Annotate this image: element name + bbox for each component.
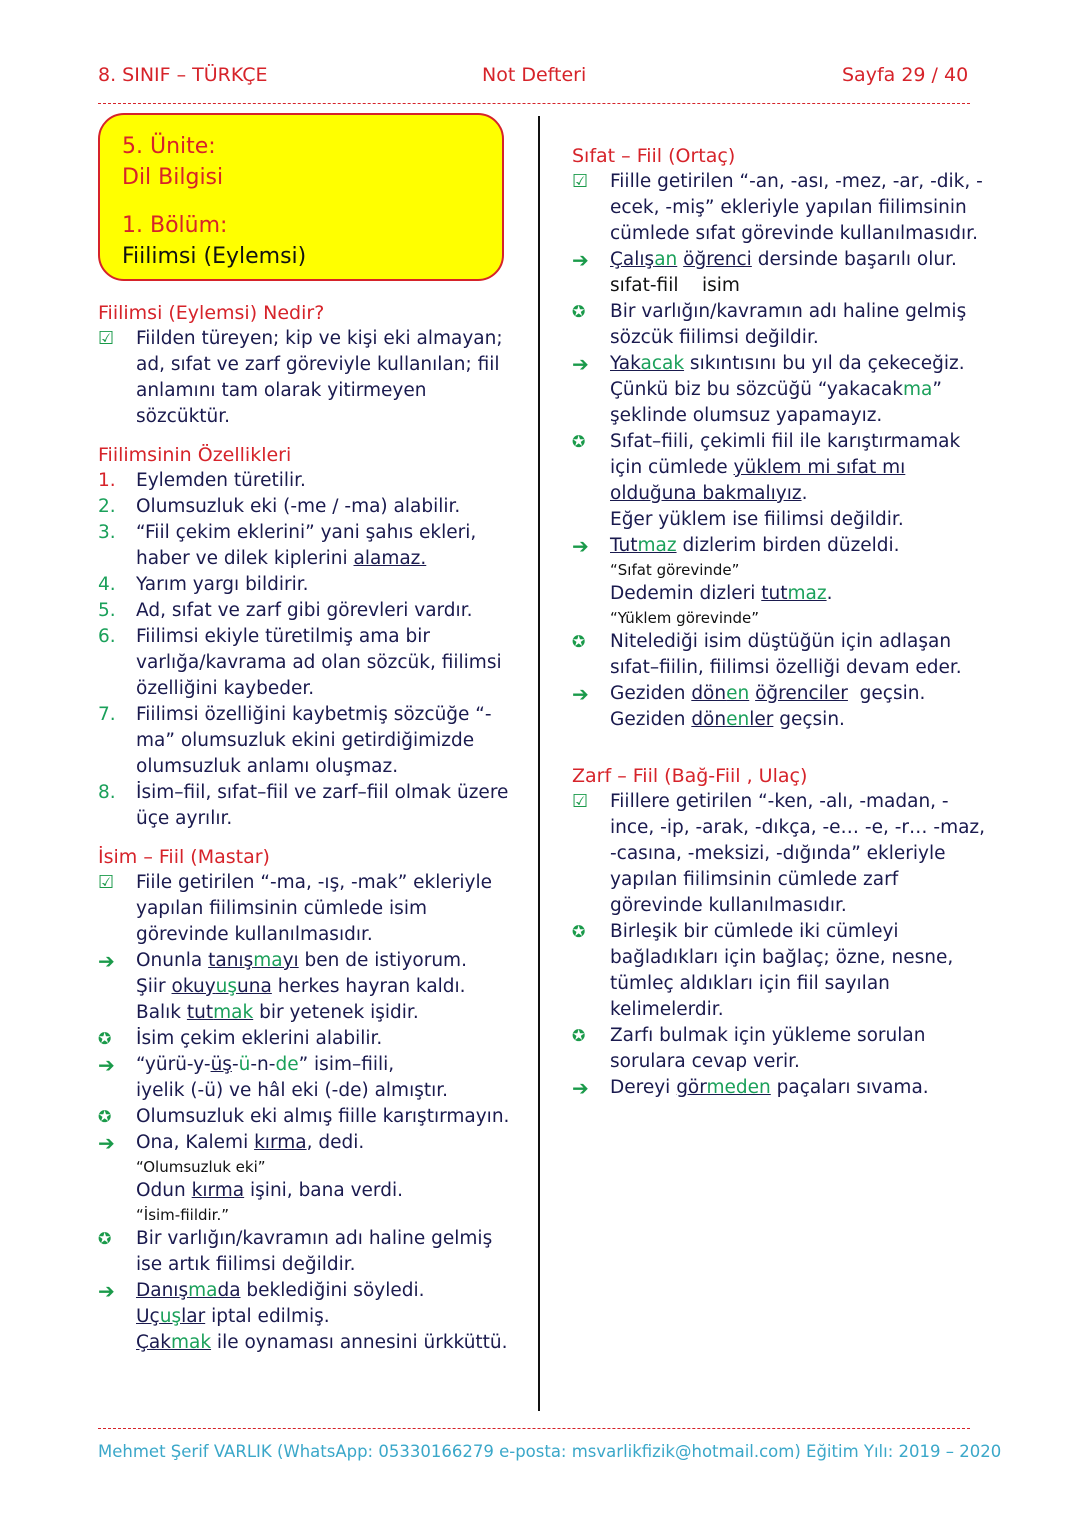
section-title-zarf-fiil: Zarf – Fiil (Bağ-Fiil , Ulaç) [572, 765, 808, 787]
note-item: ✪ Birleşik bir cümlede iki cümleyi bağladıkları için bağlaç; özne, nesne, tümleç aldıkları için fiil sayılan kelimelerdir. [572, 919, 992, 1023]
list-item: 3. “Fiil çekim eklerini” yani şahıs ekleri, haber ve dilek kiplerini alamaz. [98, 522, 477, 569]
note-item: ✪ İsim çekim eklerini alabilir. [98, 1026, 523, 1052]
section-title-features: Fiilimsinin Özellikleri [98, 444, 292, 466]
section-title-sifat-fiil: Sıfat – Fiil (Ortaç) [572, 145, 736, 167]
right-column [572, 143, 992, 1101]
section-title-isim-fiil: İsim – Fiil (Mastar) [98, 846, 270, 868]
note-item: ✪ Nitelediği isim düştüğün için adlaşan sıfat–fiilin, fiilimsi özelliği devam eder. [572, 629, 992, 681]
definition-item: ☑ Fiilden türeyen; kip ve kişi eki almayan; ad, sıfat ve zarf göreviyle kullanılan; fiil anlamını tam olarak yitirmeyen sözcüktür. [98, 326, 523, 430]
header-center: Not Defteri [482, 64, 587, 86]
note-item: ✪ Zarfı bulmak için yükleme sorulan sorulara cevap verir. [572, 1023, 992, 1075]
footer-credit: Mehmet Şerif VARLIK (WhatsApp: 05330166279 e-posta: msvarlikfizik@hotmail.com) Eğitim Yılı: 2019 – 2020 [98, 1442, 1002, 1461]
star-circle-icon: ✪ [98, 1229, 112, 1248]
unit-number: 5. Ünite: [122, 134, 216, 159]
chapter-number: 1. Bölüm: [122, 213, 228, 238]
right-arrow-icon: ➔ [98, 1131, 115, 1155]
right-arrow-icon: ➔ [572, 248, 589, 272]
example-item: ➔ “yürü-y-üş-ü-n-de” isim–fiili, iyelik (-ü) ve hâl eki (-de) almıştır. [98, 1052, 523, 1104]
star-circle-icon: ✪ [572, 1026, 586, 1045]
star-circle-icon: ✪ [572, 432, 586, 451]
chapter-name: Fiilimsi (Eylemsi) [122, 244, 307, 269]
list-item: 7. Fiilimsi özelliğini kaybetmiş sözcüğe “-ma” olumsuzluk ekini getirdiğimizde olumsuzluk anlamı oluşmaz. [98, 704, 492, 777]
list-item: 1. Eylemden türetilir. [98, 470, 306, 491]
example-item: ➔ Onunla tanışmayı ben de istiyorum. Şiir okuyuşuna herkes hayran kaldı. Balık tutmak bir yetenek işidir. [98, 948, 523, 1026]
left-column [98, 300, 523, 1356]
example-item: ➔ Geziden dönen öğrenciler geçsin. Geziden dönenler geçsin. [572, 681, 992, 733]
header-left: 8. SINIF – TÜRKÇE [98, 64, 268, 86]
list-item: 6. Fiilimsi ekiyle türetilmiş ama bir varlığa/kavrama ad olan sözcük, fiilimsi özelliğini kaybeder. [98, 626, 502, 699]
unit-name: Dil Bilgisi [122, 165, 224, 190]
star-circle-icon: ✪ [98, 1029, 112, 1048]
definition-item: ☑ Fiille getirilen “-an, -ası, -mez, -ar, -dik, -ecek, -miş” ekleriyle yapılan fiilimsinin cümlede sıfat görevinde kullanılmasıdır. [572, 169, 992, 247]
column-separator [538, 116, 540, 1411]
right-arrow-icon: ➔ [98, 1053, 115, 1077]
check-box-icon: ☑ [98, 872, 115, 893]
star-circle-icon: ✪ [98, 1107, 112, 1126]
check-box-icon: ☑ [98, 328, 115, 349]
example-item: ➔ Çalışan öğrenci dersinde başarılı olur. sıfat-fiil isim [572, 247, 992, 299]
check-box-icon: ☑ [572, 791, 589, 812]
header-divider [98, 103, 970, 104]
note-item: ✪ Sıfat–fiili, çekimli fiil ile karıştırmamak için cümlede yüklem mi sıfat mı olduğuna bakmalıyız. Eğer yüklem ise fiilimsi değildir. [572, 429, 992, 533]
star-circle-icon: ✪ [572, 302, 586, 321]
definition-item: ☑ Fiile getirilen “-ma, -ış, -mak” ekleriyle yapılan fiilimsinin cümlede isim görevinde kullanılmasıdır. [98, 870, 523, 948]
header-page-number: Sayfa 29 / 40 [842, 64, 969, 86]
right-arrow-icon: ➔ [572, 682, 589, 706]
footer-divider [98, 1428, 970, 1429]
right-arrow-icon: ➔ [572, 534, 589, 558]
note-item: ✪ Bir varlığın/kavramın adı haline gelmiş ise artık fiilimsi değildir. [98, 1226, 523, 1278]
check-box-icon: ☑ [572, 171, 589, 192]
right-arrow-icon: ➔ [98, 949, 115, 973]
unit-title-box [98, 113, 504, 281]
list-item: 4. Yarım yargı bildirir. [98, 574, 309, 595]
section-title-what-is: Fiilimsi (Eylemsi) Nedir? [98, 302, 325, 324]
example-item: ➔ Tutmaz dizlerim birden düzeldi. “Sıfat görevinde” Dedemin dizleri tutmaz. “Yüklem görevinde” [572, 534, 900, 627]
example-item: ➔ Yakacak sıkıntısını bu yıl da çekeceğiz. Çünkü biz bu sözcüğü “yakacakma” şeklinde olumsuz yapamayız. [572, 351, 992, 429]
right-arrow-icon: ➔ [572, 1076, 589, 1100]
example-item: ➔ Ona, Kalemi kırma, dedi. “Olumsuzluk eki” Odun kırma işini, bana verdi. “İsim-fiildir.” [98, 1131, 403, 1224]
star-circle-icon: ✪ [572, 922, 586, 941]
note-item: ✪ Bir varlığın/kavramın adı haline gelmiş sözcük fiilimsi değildir. [572, 299, 992, 351]
example-item: ➔ Danışmada beklediğini söyledi. Uçuşlar iptal edilmiş. Çakmak ile oynaması annesini ürkküttü. [98, 1278, 523, 1356]
right-arrow-icon: ➔ [572, 352, 589, 376]
star-circle-icon: ✪ [572, 632, 586, 651]
list-item: 8. İsim–fiil, sıfat–fiil ve zarf–fiil olmak üzere üçe ayrılır. [98, 782, 509, 829]
note-item: ✪ Olumsuzluk eki almış fiille karıştırmayın. [98, 1104, 523, 1130]
list-item: 2. Olumsuzluk eki (-me / -ma) alabilir. [98, 496, 461, 517]
definition-item: ☑ Fiillere getirilen “-ken, -alı, -madan, -ince, -ip, -arak, -dıkça, -e… -e, -r… -maz, -casına, -meksizi, -dığında” ekleriyle yapılan fiilimsinin cümlede zarf görevinde kullanılmasıdır. [572, 789, 992, 919]
list-item: 5. Ad, sıfat ve zarf gibi görevleri vardır. [98, 600, 473, 621]
right-arrow-icon: ➔ [98, 1279, 115, 1303]
example-item: ➔ Dereyi görmeden paçaları sıvama. [572, 1076, 929, 1100]
